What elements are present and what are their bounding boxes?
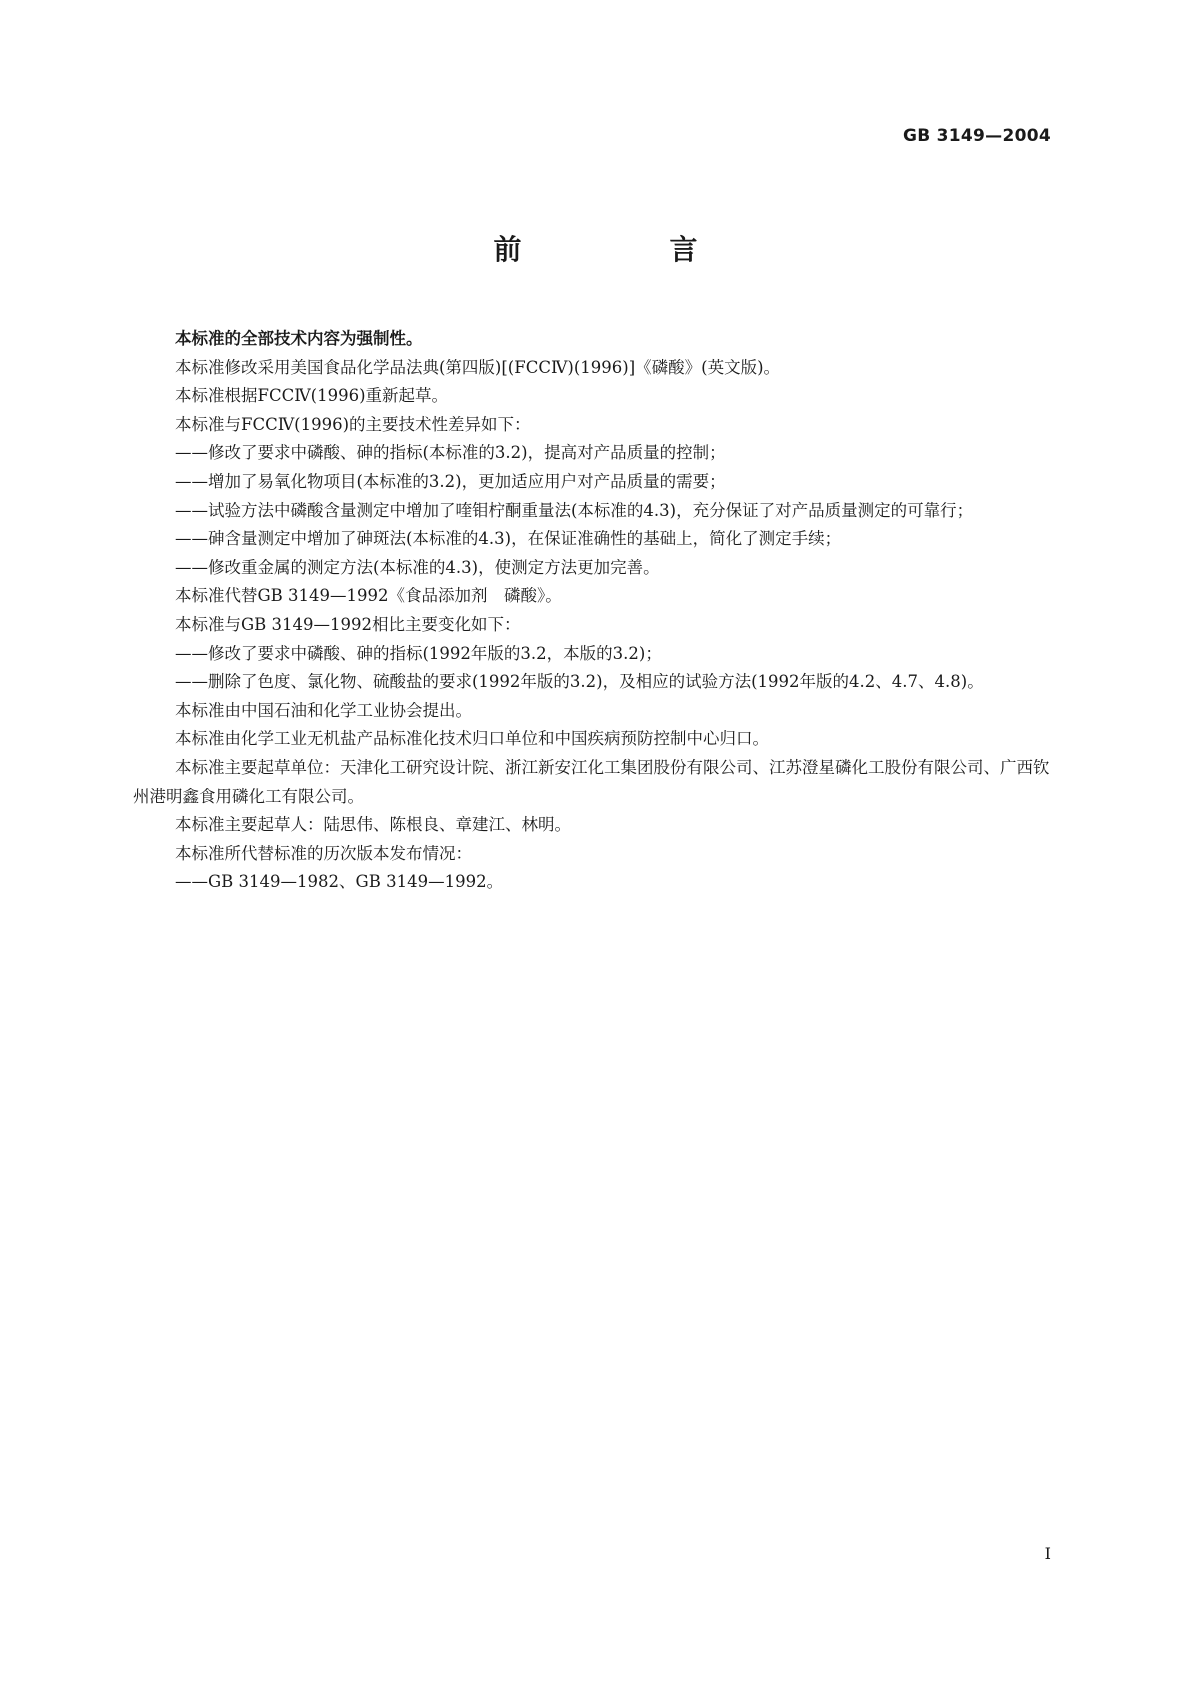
- paragraph-proposer: 本标准由中国石油和化学工业协会提出。: [175, 700, 472, 720]
- page-title: 前 言: [493, 233, 758, 266]
- paragraph-drafting-units: 本标准主要起草单位：天津化工研究设计院、浙江新安江化工集团股份有限公司、江苏澄星磷化工股份有限公司、广西钦州港明鑫食用磷化工有限公司。: [133, 757, 1050, 806]
- standard-code: GB 3149—2004: [902, 126, 1051, 146]
- paragraph-centralized: 本标准由化学工业无机盐产品标准化技术归口单位和中国疾病预防控制中心归口。: [175, 729, 769, 749]
- paragraph-adoption: 本标准修改采用美国食品化学品法典(第四版)[(FCCⅣ)(1996)]《磷酸》(英文版)。: [175, 357, 781, 377]
- list-item: ——修改了要求中磷酸、砷的指标(1992年版的3.2，本版的3.2)；: [175, 643, 662, 663]
- paragraph-differences-intro: 本标准与FCCⅣ(1996)的主要技术性差异如下：: [175, 414, 531, 434]
- mandatory-statement: 本标准的全部技术内容为强制性。: [175, 329, 423, 348]
- paragraph-redraft: 本标准根据FCCⅣ(1996)重新起草。: [175, 386, 449, 406]
- paragraph-replaces: 本标准代替GB 3149—1992《食品添加剂 磷酸》。: [175, 586, 562, 606]
- list-item: ——修改了要求中磷酸、砷的指标(本标准的3.2)，提高对产品质量的控制；: [175, 443, 726, 463]
- page-number: Ⅰ: [1044, 1544, 1051, 1563]
- paragraph-changes-intro: 本标准与GB 3149—1992相比主要变化如下：: [175, 614, 521, 634]
- list-item: ——删除了色度、氯化物、硫酸盐的要求(1992年版的3.2)，及相应的试验方法(1992年版的4.2、4.7、4.8)。: [175, 672, 984, 692]
- foreword-body: [133, 325, 1057, 897]
- list-item: ——增加了易氧化物项目(本标准的3.2)，更加适应用户对产品质量的需要；: [175, 471, 726, 491]
- list-item: ——修改重金属的测定方法(本标准的4.3)，使测定方法更加完善。: [175, 557, 660, 577]
- list-item: ——试验方法中磷酸含量测定中增加了喹钼柠酮重量法(本标准的4.3)，充分保证了对产品质量测定的可靠行；: [175, 500, 974, 520]
- paragraph-history-intro: 本标准所代替标准的历次版本发布情况：: [175, 843, 472, 863]
- list-item: ——砷含量测定中增加了砷斑法(本标准的4.3)，在保证准确性的基础上，简化了测定手续；: [175, 529, 842, 549]
- list-item: ——GB 3149—1982、GB 3149—1992。: [175, 872, 504, 892]
- paragraph-drafters: 本标准主要起草人：陆思伟、陈根良、章建江、林明。: [175, 815, 571, 835]
